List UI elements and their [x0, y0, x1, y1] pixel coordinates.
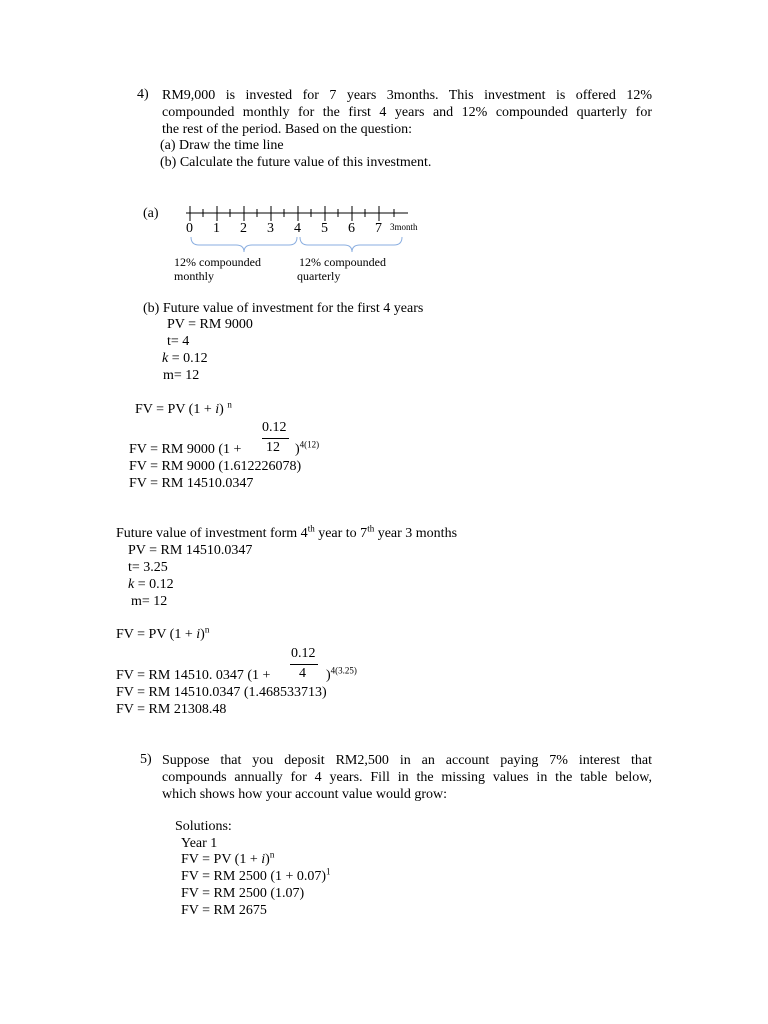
b2-heading-post: year 3 months — [374, 526, 458, 541]
b2-frac-den: 4 — [299, 666, 306, 681]
q5-line3: which shows how your account value would grow: — [162, 787, 448, 802]
b2-t: t= 3.25 — [128, 560, 168, 575]
b2-sub-post — [326, 665, 357, 684]
b2-formula-exp: n — [204, 624, 210, 635]
b2-sub-exp: 4(3.25) — [330, 665, 357, 676]
brace-quarterly-label-2: quarterly — [297, 269, 341, 283]
brace-quarterly — [300, 237, 402, 252]
b2-formula-post: ) — [200, 627, 205, 642]
b2-frac-num: 0.12 — [291, 646, 316, 661]
b2-pv: PV = RM 14510.0347 — [128, 543, 253, 558]
tick-label-0: 0 — [186, 221, 193, 236]
b1-k — [162, 351, 208, 367]
b1-sub-post — [295, 439, 320, 458]
q5-f1-post: ) — [265, 852, 270, 867]
tick-label-6: 6 — [348, 221, 355, 236]
b1-pv: PV = RM 9000 — [167, 317, 253, 332]
b1-sub-pre: FV = RM 9000 (1 + — [129, 442, 242, 457]
tick-label-2: 2 — [240, 221, 247, 236]
q5-solutions: Solutions: — [175, 819, 232, 834]
b2-k-val: = 0.12 — [134, 577, 174, 592]
b1-formula — [135, 399, 232, 418]
tick-label-1: 1 — [213, 221, 220, 236]
q5-line2: compounds annually for 4 years. Fill in the missing values in the table below, — [162, 770, 652, 785]
b1-heading: (b) Future value of investment for the first 4 years — [143, 301, 424, 316]
b1-frac-num: 0.12 — [262, 420, 287, 435]
b1-m: m= 12 — [163, 368, 200, 383]
b1-t: t= 4 — [167, 334, 190, 349]
b1-formula-pre: FV = PV (1 + — [135, 402, 216, 417]
q5-formula1 — [181, 849, 275, 868]
b1-formula-i: i — [215, 402, 220, 417]
b1-step2: FV = RM 9000 (1.612226078) — [129, 459, 302, 474]
q4-part-b: (b) Calculate the future value of this investment. — [160, 155, 432, 170]
q5-year: Year 1 — [181, 836, 218, 851]
q5-line1: Suppose that you deposit RM2,500 in an account paying 7% interest that — [162, 753, 652, 768]
q5-formula3: FV = RM 2500 (1.07) — [181, 886, 305, 901]
q4-part-a: (a) Draw the time line — [160, 138, 284, 153]
b2-th2: th — [367, 523, 375, 534]
q5-f1-exp: n — [269, 849, 275, 860]
q5-number: 5) — [140, 752, 152, 767]
b2-heading-pre: Future value of investment form 4 — [116, 526, 308, 541]
b2-heading-mid: year to 7 — [314, 526, 368, 541]
brace-monthly — [191, 237, 297, 252]
b1-frac-den: 12 — [266, 440, 280, 455]
q4-line2: compounded monthly for the first 4 years and 12% compounded quarterly for — [162, 105, 652, 120]
tick-label-4: 4 — [294, 221, 301, 236]
q5-f1-i: i — [261, 852, 266, 867]
q5-formula2 — [181, 866, 331, 885]
b1-sub-post-paren: ) — [295, 442, 300, 457]
b2-formula-i: i — [196, 627, 201, 642]
b2-k-var: k — [128, 577, 135, 592]
b2-formula-pre: FV = PV (1 + — [116, 627, 197, 642]
q5-formula4: FV = RM 2675 — [181, 903, 267, 918]
b1-k-val: = 0.12 — [168, 351, 208, 366]
b2-step2: FV = RM 14510.0347 (1.468533713) — [116, 685, 327, 700]
tick-label-7: 7 — [375, 221, 382, 236]
b2-formula — [116, 624, 210, 643]
q5-f2-text: FV = RM 2500 (1 + 0.07) — [181, 869, 327, 884]
q4-number: 4) — [137, 87, 149, 102]
b2-sub-pre: FV = RM 14510. 0347 (1 + — [116, 668, 271, 683]
brace-monthly-label-2: monthly — [174, 269, 215, 283]
b1-formula-post: ) — [219, 402, 228, 417]
b2-sub-post-paren: ) — [326, 668, 331, 683]
b1-frac-bar — [262, 438, 289, 439]
b2-k — [128, 577, 174, 593]
q5-f1-pre: FV = PV (1 + — [181, 852, 262, 867]
b2-m: m= 12 — [131, 594, 168, 609]
q5-f2-exp: 1 — [326, 866, 331, 877]
b2-frac-bar — [290, 664, 318, 665]
tick-label-3month: 3month — [390, 222, 418, 232]
b2-step3: FV = RM 21308.48 — [116, 702, 227, 717]
q4-line3: the rest of the period. Based on the question: — [162, 122, 412, 137]
b2-th1: th — [307, 523, 315, 534]
b2-heading — [116, 523, 458, 542]
brace-monthly-label-1: 12% compounded — [174, 255, 261, 269]
b1-k-var: k — [162, 351, 169, 366]
b1-step3: FV = RM 14510.0347 — [129, 476, 254, 491]
brace-quarterly-label-1: 12% compounded — [299, 255, 386, 269]
tick-label-5: 5 — [321, 221, 328, 236]
q4-line1: RM9,000 is invested for 7 years 3months. This investment is offered 12% — [162, 88, 652, 103]
b1-formula-exp: n — [227, 399, 232, 410]
q5-question — [162, 752, 652, 803]
timeline-label: (a) — [143, 206, 159, 221]
b1-sub-exp: 4(12) — [299, 439, 320, 450]
tick-label-3: 3 — [267, 221, 274, 236]
